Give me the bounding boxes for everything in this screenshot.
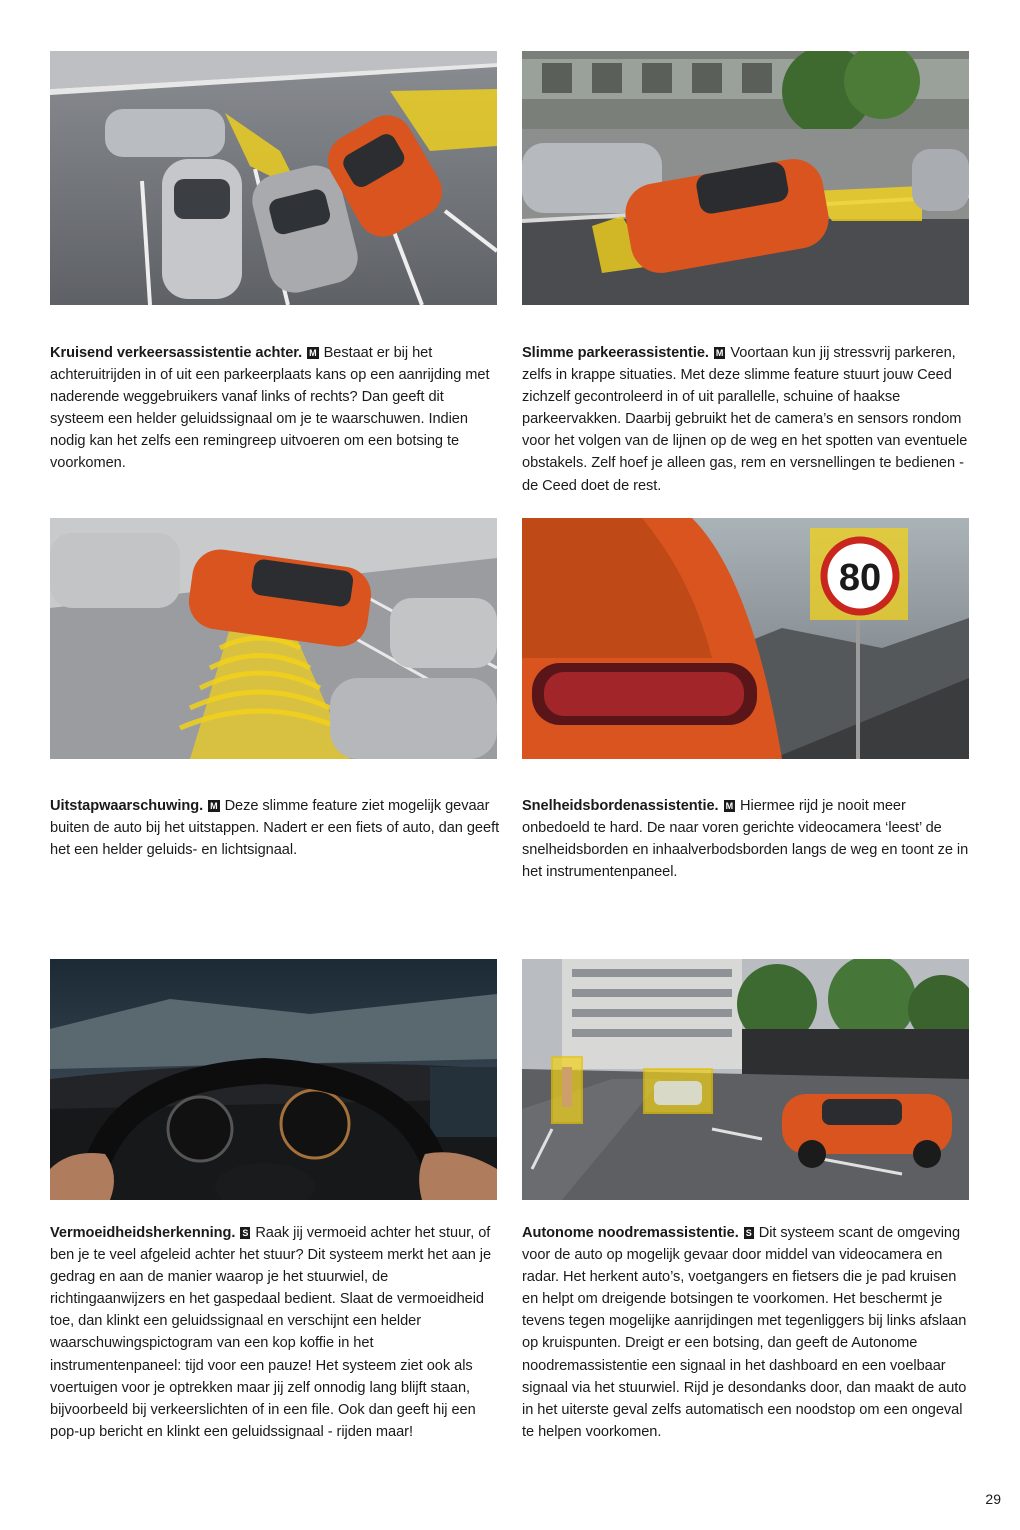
section-1-title: Kruisend verkeersassistentie achter. bbox=[50, 345, 303, 361]
standard-badge: M bbox=[725, 801, 734, 811]
photo-speed-sign bbox=[522, 518, 969, 759]
photo-exit-warning bbox=[50, 518, 497, 759]
section-3-title: Uitstapwaarschuwing. bbox=[50, 798, 204, 814]
photo-emergency-braking bbox=[522, 959, 969, 1200]
section-2-title: Slimme parkeerassistentie. bbox=[522, 345, 709, 361]
speed-sign-number: 80 bbox=[838, 557, 882, 599]
standard-badge: S bbox=[745, 1228, 752, 1238]
section-3-text bbox=[50, 795, 500, 861]
section-2-text bbox=[522, 342, 972, 497]
photo-smart-parking bbox=[522, 51, 969, 305]
photo-rear-cross-traffic bbox=[50, 51, 497, 305]
section-6-text bbox=[522, 1222, 972, 1443]
section-3-body: Deze slimme feature ziet mogelijk gevaar buiten de auto bij het uitstappen. Nadert er een fiets of auto, dan geeft het een helder geluids- en lichtsignaal. bbox=[50, 798, 500, 859]
standard-badge: M bbox=[309, 348, 317, 358]
section-6-body: Dit systeem scant de omgeving voor de auto op mogelijk gevaar door middel van videocamera en radar. Het herkent auto’s, voetgangers en fietsers die je pad kruisen en helpt om dreigende botsingen te voorkomen. Het beschermt je tevens tegen mogelijke aanrijdingen met tegenliggers bij links afslaan op kruispunten. Dreigt er een botsing, dan geeft de Autonome noodremassistentie een signaal in het dashboard en een voelbaar signaal via het stuurwiel. Rijd je desondanks door, dan maakt de auto in het uiterste geval zelfs automatisch een noodstop om een ongeval te helpen voorkomen. bbox=[522, 1225, 967, 1440]
standard-badge: M bbox=[210, 801, 218, 811]
page-number: 29 bbox=[985, 1491, 1001, 1507]
section-1-text bbox=[50, 342, 500, 475]
section-4-text bbox=[522, 795, 972, 883]
section-6-title: Autonome noodremassistentie. bbox=[522, 1225, 739, 1241]
section-4-title: Snelheidsbordenassistentie. bbox=[522, 798, 719, 814]
section-1-body: Bestaat er bij het achteruitrijden in of uit een parkeerplaats kans op een aanrijding met naderende weggebruikers vanaf links of rechts? Dan geeft dit systeem een helder geluidssignaal om je te waarschuwen. Indien nodig kan het zelfs een remingreep uitvoeren om een botsing te voorkomen. bbox=[50, 345, 490, 472]
photo-driver-attention bbox=[50, 959, 497, 1200]
section-5-body: Raak jij vermoeid achter het stuur, of ben je te veel afgeleid achter het stuur? Dit systeem merkt het aan je gedrag en aan de manier waarop je het stuurwiel, de richtingaanwijzers en het gaspedaal bedient. Slaat de vermoeidheid toe, dan klinkt een geluidssignaal en verschijnt een helder waarschuwingspictogram van een kop koffie in het instrumentenpaneel: tijd voor een pauze! Het systeem ziet ook als voertuigen voor je optrekken maar jij zelf onnodig lang blijft staan, bijvoorbeeld bij verkeerslichten of in een file. Ook dan geeft hij een pop-up bericht en klinkt een geluidssignaal - rijden maar! bbox=[50, 1225, 492, 1440]
section-2-body: Voortaan kun jij stressvrij parkeren, zelfs in krappe situaties. Met deze slimme feature stuurt jouw Ceed zichzelf gecontroleerd in of uit parallelle, schuine of haakse parkeervakken. Daarbij gebruikt het de camera’s en sensors rondom voor het volgen van de lijnen op de weg en het spotten van eventuele obstakels. Zelf hoef je alleen gas, rem en versnellingen te bedienen - de Ceed doet de rest. bbox=[522, 345, 968, 494]
standard-badge: S bbox=[242, 1228, 249, 1238]
section-4-body: Hiermee rijd je nooit meer onbedoeld te hard. De naar voren gerichte videocamera ‘leest’ de snelheidsborden en inhaalverbodsborden langs de weg en toont ze in het instrumentenpaneel. bbox=[522, 798, 969, 881]
section-5-title: Vermoeidheidsherkenning. bbox=[50, 1225, 236, 1241]
section-5-text bbox=[50, 1222, 500, 1443]
standard-badge: M bbox=[715, 348, 724, 358]
